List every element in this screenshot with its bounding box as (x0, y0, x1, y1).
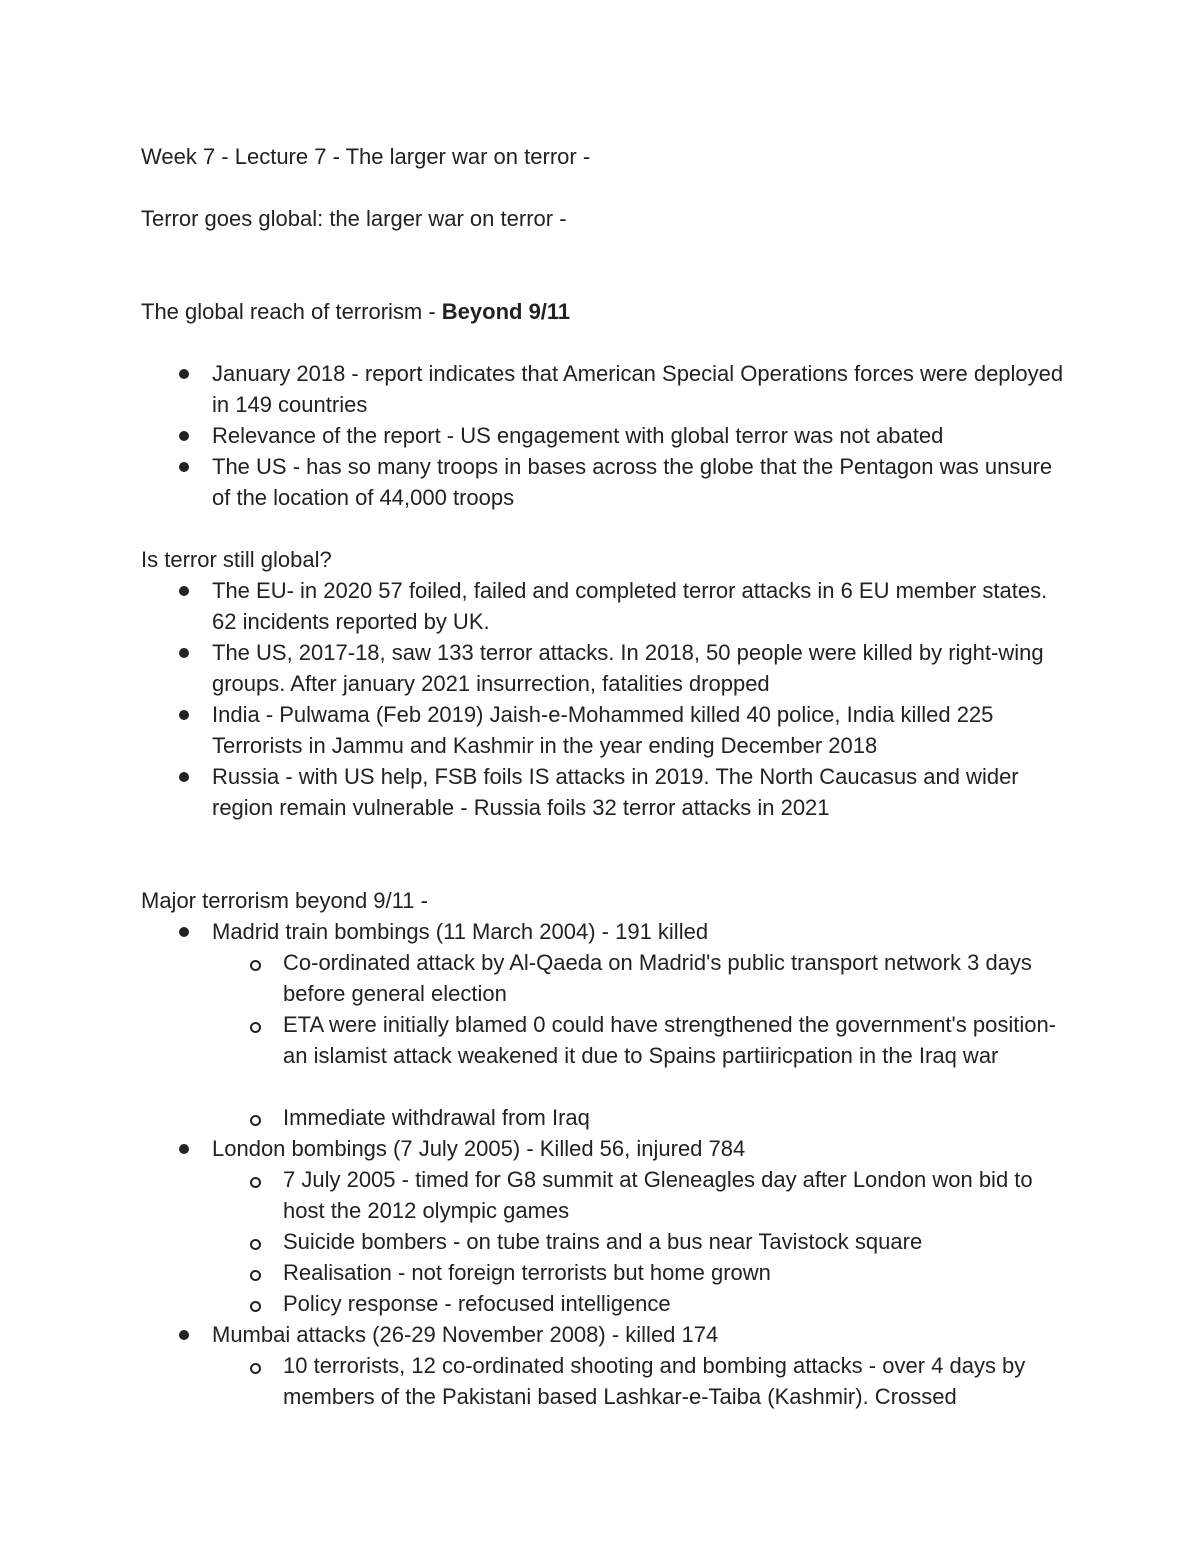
section-heading-still-global: Is terror still global? (141, 547, 332, 572)
bullet-ring-icon (250, 1177, 261, 1188)
sub-list-item: ETA were initially blamed 0 could have strengthened the government's position- an islamist attack weakened it due to Spains partiiricpation in the Iraq war (283, 1012, 1057, 1068)
bullet-dot-icon (179, 710, 189, 720)
list-item: Madrid train bombings (11 March 2004) - 191 killed (212, 919, 709, 944)
bullet-ring-icon (250, 1239, 261, 1250)
document-subtitle: Terror goes global: the larger war on terror - (141, 206, 567, 231)
bullet-ring-icon (250, 1363, 261, 1374)
list-item: London bombings (7 July 2005) - Killed 56, injured 784 (212, 1136, 746, 1161)
bullet-dot-icon (179, 431, 189, 441)
list-item: Relevance of the report - US engagement with global terror was not abated (212, 423, 944, 448)
list-item: January 2018 - report indicates that American Special Operations forces were deployed in 149 countries (212, 361, 1064, 417)
sub-list-item: Suicide bombers - on tube trains and a bus near Tavistock square (283, 1229, 923, 1254)
sub-list-item: Co-ordinated attack by Al-Qaeda on Madrid's public transport network 3 days before general election (283, 950, 1032, 1006)
bullet-dot-icon (179, 369, 189, 379)
bullet-ring-icon (250, 1115, 261, 1126)
section-heading-major-terrorism: Major terrorism beyond 9/11 - (141, 888, 428, 913)
list-item: The US - has so many troops in bases across the globe that the Pentagon was unsure of the location of 44,000 troops (212, 454, 1053, 510)
bullet-dot-icon (179, 1330, 189, 1340)
bullet-dot-icon (179, 1144, 189, 1154)
sub-list-item: 7 July 2005 - timed for G8 summit at Gleneagles day after London won bid to host the 2012 olympic games (283, 1167, 1033, 1223)
bullet-ring-icon (250, 1022, 261, 1033)
bullet-dot-icon (179, 772, 189, 782)
bullet-dot-icon (179, 927, 189, 937)
bullet-dot-icon (179, 462, 189, 472)
bullet-ring-icon (250, 1270, 261, 1281)
bullet-ring-icon (250, 1301, 261, 1312)
sub-list-item: 10 terrorists, 12 co-ordinated shooting and bombing attacks - over 4 days by members of the Pakistani based Lashkar-e-Taiba (Kashmir). Crossed (283, 1353, 1026, 1409)
list-item: The EU- in 2020 57 foiled, failed and completed terror attacks in 6 EU member states. 62 incidents reported by UK. (212, 578, 1048, 634)
bullet-ring-icon (250, 960, 261, 971)
bullet-dot-icon (179, 586, 189, 596)
sub-list-item: Immediate withdrawal from Iraq (283, 1105, 590, 1130)
document-title: Week 7 - Lecture 7 - The larger war on terror - (141, 144, 591, 169)
section-heading-global-reach: The global reach of terrorism - Beyond 9/11 (141, 299, 571, 324)
bullet-dot-icon (179, 648, 189, 658)
list-item: The US, 2017-18, saw 133 terror attacks. In 2018, 50 people were killed by right-wing groups. After january 2021 insurrection, fatalities dropped (212, 640, 1044, 696)
sub-list-item: Realisation - not foreign terrorists but home grown (283, 1260, 771, 1285)
list-item: Russia - with US help, FSB foils IS attacks in 2019. The North Caucasus and wider region remain vulnerable - Russia foils 32 terror attacks in 2021 (212, 764, 1019, 820)
list-item: Mumbai attacks (26-29 November 2008) - killed 174 (212, 1322, 719, 1347)
sub-list-item: Policy response - refocused intelligence (283, 1291, 671, 1316)
list-item: India - Pulwama (Feb 2019) Jaish-e-Mohammed killed 40 police, India killed 225 Terrorists in Jammu and Kashmir in the year ending December 2018 (212, 702, 994, 758)
